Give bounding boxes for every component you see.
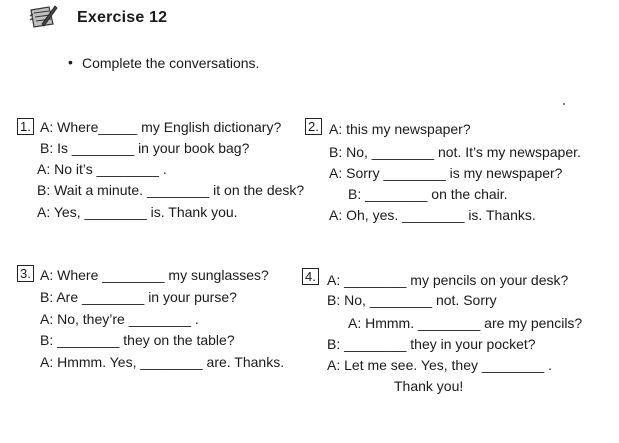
- exercise-2-line-3: A: Sorry ________ is my newspaper?: [329, 165, 563, 181]
- exercise-3-line-1: A: Where ________ my sunglasses?: [40, 267, 269, 283]
- exercise-3-line-4: B: ________ they on the table?: [40, 332, 235, 348]
- bullet: •: [68, 54, 73, 70]
- exercise-2-number: 2.: [305, 118, 322, 135]
- exercise-4-line-1: A: ________ my pencils on your desk?: [327, 272, 569, 288]
- exercise-1-line-2: B: Is ________ in your book bag?: [40, 140, 250, 156]
- exercise-2-line-2: B: No, ________ not. It’s my newspaper.: [329, 144, 581, 160]
- exercise-2-line-5: A: Oh, yes. ________ is. Thanks.: [329, 207, 536, 223]
- exercise-2-line-4: B: ________ on the chair.: [348, 186, 508, 202]
- exercise-4-line-3: A: Hmmm. ________ are my pencils?: [348, 315, 583, 331]
- exercise-4-line-6: Thank you!: [394, 378, 464, 394]
- exercise-1-line-1: A: Where_____ my English dictionary?: [40, 119, 282, 135]
- exercise-1-line-5: A: Yes, ________ is. Thank you.: [37, 204, 238, 220]
- pencil-notebook-icon: [28, 4, 58, 30]
- exercise-3-line-2: B: Are ________ in your purse?: [40, 289, 237, 305]
- exercise-3-line-5: A: Hmmm. Yes, ________ are. Thanks.: [40, 354, 285, 370]
- exercise-4-line-5: A: Let me see. Yes, they ________ .: [327, 357, 552, 373]
- exercise-title: Exercise 12: [77, 9, 168, 26]
- exercise-1-line-4: B: Wait a minute. ________ it on the desk?: [37, 182, 305, 198]
- exercise-3-line-3: A: No, they’re ________ .: [40, 311, 199, 327]
- instruction-text: Complete the conversations.: [82, 55, 260, 71]
- exercise-4-number: 4.: [302, 268, 319, 285]
- exercise-2-line-1: A: this my newspaper?: [329, 121, 471, 137]
- exercise-4-line-2: B: No, ________ not. Sorry: [327, 292, 497, 308]
- exercise-3-number: 3.: [17, 265, 34, 282]
- speck: [563, 103, 565, 105]
- exercise-1-line-3: A: No it’s ________ .: [37, 161, 167, 177]
- exercise-4-line-4: B: ________ they in your pocket?: [327, 336, 536, 352]
- exercise-1-number: 1.: [17, 118, 34, 135]
